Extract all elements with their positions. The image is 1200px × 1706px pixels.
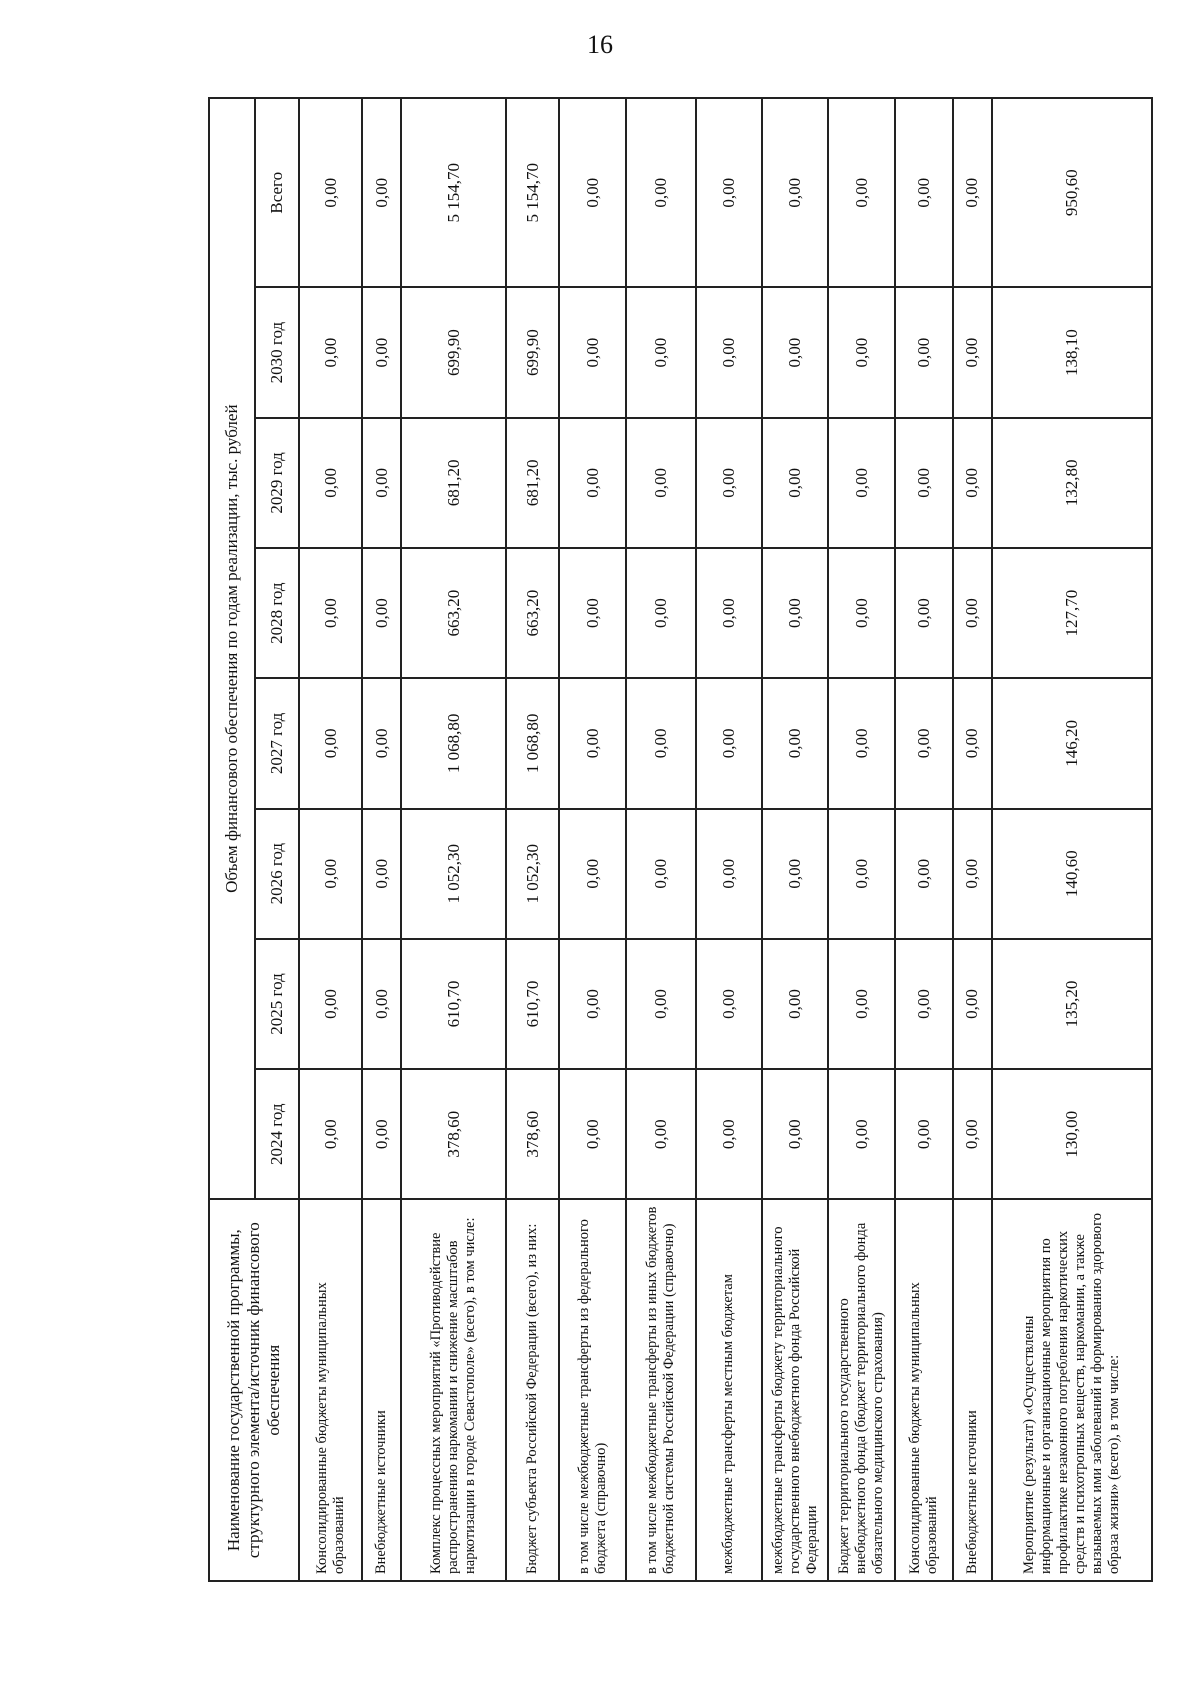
row-value-1: 0,00 xyxy=(362,939,401,1069)
row-value-1: 135,20 xyxy=(992,939,1152,1069)
header-year-4: 2028 год xyxy=(255,548,299,678)
row-value-6: 0,00 xyxy=(762,287,828,417)
row-value-1: 0,00 xyxy=(559,939,625,1069)
row-value-7: 0,00 xyxy=(762,98,828,287)
row-value-6: 0,00 xyxy=(626,287,696,417)
row-value-4: 663,20 xyxy=(506,548,559,678)
row-value-5: 0,00 xyxy=(299,418,362,548)
row-label: Бюджет территориального государственного внебюджетного фонда (бюджет территориального фонда обязательного медицинского страхования) xyxy=(828,1199,894,1581)
row-value-5: 132,80 xyxy=(992,418,1152,548)
header-name-column: Наименование государственной программы, структурного элемента/источник финансового обеспечения xyxy=(209,1199,299,1581)
row-value-1: 0,00 xyxy=(696,939,762,1069)
row-label: межбюджетные трансферты бюджету территориального государственного внебюджетного фонда Российской Федерации xyxy=(762,1199,828,1581)
row-value-6: 0,00 xyxy=(299,287,362,417)
row-value-0: 378,60 xyxy=(506,1069,559,1199)
row-value-3: 146,20 xyxy=(992,678,1152,808)
row-value-5: 0,00 xyxy=(626,418,696,548)
row-value-1: 0,00 xyxy=(953,939,992,1069)
row-value-4: 0,00 xyxy=(762,548,828,678)
row-value-7: 0,00 xyxy=(828,98,894,287)
financing-table xyxy=(208,97,1153,1582)
row-value-2: 0,00 xyxy=(696,809,762,939)
row-value-7: 0,00 xyxy=(895,98,953,287)
row-label: Внебюджетные источники xyxy=(953,1199,992,1581)
row-value-7: 5 154,70 xyxy=(506,98,559,287)
row-value-3: 1 068,80 xyxy=(401,678,506,808)
row-value-0: 0,00 xyxy=(696,1069,762,1199)
row-label: в том числе межбюджетные трансферты из иных бюджетов бюджетной системы Российской Федерации (справочно) xyxy=(626,1199,696,1581)
row-value-2: 0,00 xyxy=(895,809,953,939)
table-row xyxy=(362,98,401,1581)
table-row xyxy=(506,98,559,1581)
row-value-2: 1 052,30 xyxy=(506,809,559,939)
header-year-1: 2025 год xyxy=(255,939,299,1069)
table-row xyxy=(559,98,625,1581)
row-value-0: 0,00 xyxy=(299,1069,362,1199)
row-value-7: 0,00 xyxy=(559,98,625,287)
row-value-6: 0,00 xyxy=(895,287,953,417)
row-value-6: 699,90 xyxy=(401,287,506,417)
row-value-2: 0,00 xyxy=(762,809,828,939)
row-value-2: 0,00 xyxy=(299,809,362,939)
header-year-7: Всего xyxy=(255,98,299,287)
row-value-3: 0,00 xyxy=(762,678,828,808)
page-number: 16 xyxy=(587,30,613,59)
header-year-6: 2030 год xyxy=(255,287,299,417)
row-value-5: 0,00 xyxy=(696,418,762,548)
row-value-0: 0,00 xyxy=(626,1069,696,1199)
row-value-7: 0,00 xyxy=(299,98,362,287)
row-value-3: 0,00 xyxy=(828,678,894,808)
row-value-6: 0,00 xyxy=(696,287,762,417)
table-row xyxy=(828,98,894,1581)
table-row xyxy=(401,98,506,1581)
row-value-5: 0,00 xyxy=(953,418,992,548)
row-value-6: 0,00 xyxy=(828,287,894,417)
row-label: Бюджет субъекта Российской Федерации (всего), из них: xyxy=(506,1199,559,1581)
header-year-5: 2029 год xyxy=(255,418,299,548)
row-value-4: 663,20 xyxy=(401,548,506,678)
header-year-3: 2027 год xyxy=(255,678,299,808)
row-value-2: 0,00 xyxy=(559,809,625,939)
row-label: Мероприятие (результат) «Осуществлены информационные и организационные мероприятия по профилактике незаконного потребления наркотических средств и психотропных веществ, наркомании, а также вызываемых ими заболеваний и формированию здорового образа жизни» (всего), в том числе: xyxy=(992,1199,1152,1581)
row-label: в том числе межбюджетные трансферты из федерального бюджета (справочно) xyxy=(559,1199,625,1581)
row-value-6: 0,00 xyxy=(559,287,625,417)
row-value-6: 0,00 xyxy=(362,287,401,417)
row-value-5: 681,20 xyxy=(506,418,559,548)
row-value-7: 5 154,70 xyxy=(401,98,506,287)
row-value-1: 0,00 xyxy=(895,939,953,1069)
row-value-1: 0,00 xyxy=(299,939,362,1069)
row-value-4: 0,00 xyxy=(626,548,696,678)
rotated-table-canvas xyxy=(208,97,1153,1582)
row-value-4: 0,00 xyxy=(953,548,992,678)
row-value-3: 0,00 xyxy=(696,678,762,808)
row-value-0: 0,00 xyxy=(895,1069,953,1199)
row-value-4: 0,00 xyxy=(299,548,362,678)
row-value-4: 127,70 xyxy=(992,548,1152,678)
table-row xyxy=(762,98,828,1581)
row-value-5: 0,00 xyxy=(559,418,625,548)
row-value-3: 0,00 xyxy=(299,678,362,808)
row-value-2: 1 052,30 xyxy=(401,809,506,939)
row-value-3: 0,00 xyxy=(559,678,625,808)
row-value-2: 0,00 xyxy=(828,809,894,939)
table-row xyxy=(895,98,953,1581)
table-row xyxy=(953,98,992,1581)
row-value-6: 0,00 xyxy=(953,287,992,417)
row-value-0: 0,00 xyxy=(953,1069,992,1199)
row-value-0: 0,00 xyxy=(362,1069,401,1199)
row-value-2: 0,00 xyxy=(362,809,401,939)
row-value-3: 1 068,80 xyxy=(506,678,559,808)
table-row xyxy=(696,98,762,1581)
row-value-1: 610,70 xyxy=(401,939,506,1069)
row-value-6: 138,10 xyxy=(992,287,1152,417)
row-value-4: 0,00 xyxy=(696,548,762,678)
row-value-4: 0,00 xyxy=(362,548,401,678)
row-label: Комплекс процессных мероприятий «Противодействие распространению наркомании и снижение масштабов наркотизации в городе Севастополе» (всего), в том числе: xyxy=(401,1199,506,1581)
header-volume-group: Объем финансового обеспечения по годам реализации, тыс. рублей xyxy=(209,98,255,1199)
row-value-0: 130,00 xyxy=(992,1069,1152,1199)
row-value-3: 0,00 xyxy=(362,678,401,808)
row-value-0: 0,00 xyxy=(762,1069,828,1199)
row-label: Консолидированные бюджеты муниципальных образований xyxy=(895,1199,953,1581)
row-value-3: 0,00 xyxy=(626,678,696,808)
row-value-0: 0,00 xyxy=(559,1069,625,1199)
row-value-5: 0,00 xyxy=(762,418,828,548)
row-label: межбюджетные трансферты местным бюджетам xyxy=(696,1199,762,1581)
row-value-3: 0,00 xyxy=(953,678,992,808)
row-value-6: 699,90 xyxy=(506,287,559,417)
row-value-1: 0,00 xyxy=(626,939,696,1069)
row-value-5: 0,00 xyxy=(895,418,953,548)
row-value-1: 0,00 xyxy=(762,939,828,1069)
row-value-4: 0,00 xyxy=(895,548,953,678)
row-value-2: 0,00 xyxy=(626,809,696,939)
table-row xyxy=(992,98,1152,1581)
row-value-7: 0,00 xyxy=(696,98,762,287)
row-value-5: 0,00 xyxy=(362,418,401,548)
row-value-1: 610,70 xyxy=(506,939,559,1069)
row-value-4: 0,00 xyxy=(559,548,625,678)
row-value-2: 140,60 xyxy=(992,809,1152,939)
row-value-7: 0,00 xyxy=(626,98,696,287)
row-label: Внебюджетные источники xyxy=(362,1199,401,1581)
rotated-table-wrapper xyxy=(208,97,1200,1582)
row-value-0: 378,60 xyxy=(401,1069,506,1199)
row-value-7: 950,60 xyxy=(992,98,1152,287)
header-year-0: 2024 год xyxy=(255,1069,299,1199)
row-value-5: 0,00 xyxy=(828,418,894,548)
table-body xyxy=(299,98,1152,1581)
row-value-5: 681,20 xyxy=(401,418,506,548)
row-value-1: 0,00 xyxy=(828,939,894,1069)
row-value-7: 0,00 xyxy=(953,98,992,287)
row-value-7: 0,00 xyxy=(362,98,401,287)
row-value-2: 0,00 xyxy=(953,809,992,939)
row-label: Консолидированные бюджеты муниципальных образований xyxy=(299,1199,362,1581)
row-value-0: 0,00 xyxy=(828,1069,894,1199)
header-year-2: 2026 год xyxy=(255,809,299,939)
table-row xyxy=(626,98,696,1581)
table-row xyxy=(299,98,362,1581)
row-value-3: 0,00 xyxy=(895,678,953,808)
row-value-4: 0,00 xyxy=(828,548,894,678)
